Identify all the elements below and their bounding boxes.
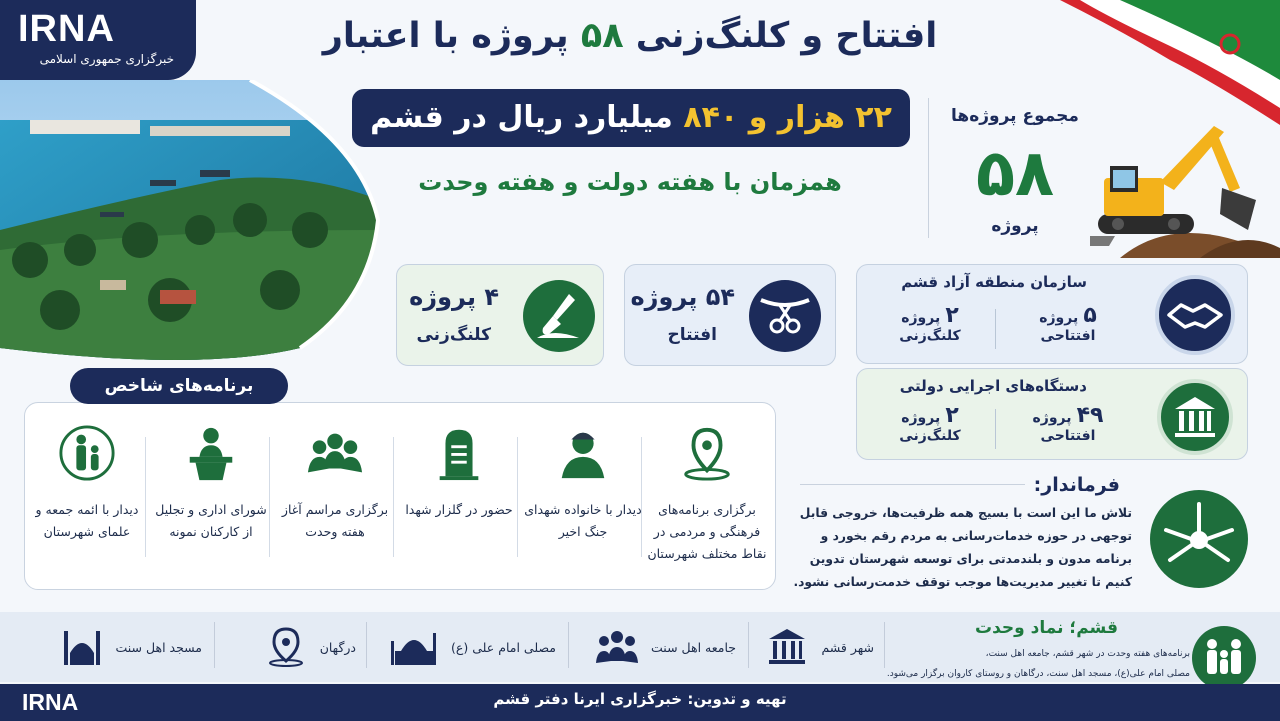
divider: [800, 484, 1025, 485]
total-number: ۵۸: [975, 137, 1055, 211]
program-item: دیدار با خانواده شهدای جنگ اخیر: [521, 417, 645, 543]
free-zone-panel: [856, 264, 1248, 364]
location-pin-icon: [645, 417, 769, 489]
handshake-icon: [1155, 275, 1235, 355]
family-icon: [25, 417, 149, 489]
divider: [568, 622, 569, 668]
budget-number: ۲۲ هزار و ۸۴۰: [683, 100, 892, 135]
government-inauguration: ۴۹ پروژه افتتاحی: [1032, 403, 1104, 444]
budget-suffix: میلیارد ریال در قشم: [370, 100, 673, 135]
family-icon: [1192, 626, 1256, 690]
place-sunni-community: [586, 622, 736, 672]
logo-subtitle: خبرگزاری جمهوری اسلامی: [39, 52, 174, 66]
inauguration-count: ۵۴ پروژه: [630, 283, 735, 311]
governor-quote: تلاش ما این است با بسیج همه ظرفیت‌ها، خروجی قابل توجهی در حوزه خدمات‌رسانی به مردم رقم بخورد و برنامه مدون و بلندمدتی برای توسعه شهرستان تدوین کنیم تا تغییر مدیریت‌ها موجب توقف خدمت‌رسانی نشود.: [793, 506, 1132, 589]
location-pin-icon: [264, 627, 308, 667]
free-zone-inauguration: ۵ پروژه افتتاحی: [1039, 303, 1097, 344]
mosque-dome-icon: [389, 627, 439, 667]
unity-description: [860, 644, 1190, 684]
government-groundbreaking: ۲ پروژه کلنگ‌زنی: [899, 403, 961, 444]
people-group-icon: [273, 417, 397, 489]
person-icon: [521, 417, 645, 489]
government-panel: [856, 368, 1248, 460]
columns-building-icon: [765, 627, 809, 667]
page-title: [300, 16, 960, 56]
divider: [366, 622, 367, 668]
budget-banner: [352, 89, 910, 147]
footer-logo[interactable]: IRNA: [22, 689, 79, 715]
title-suffix: پروژه با اعتبار: [322, 16, 569, 56]
title-prefix: افتتاح و کلنگ‌زنی: [635, 16, 938, 56]
divider: [214, 622, 215, 668]
mosque-icon: [60, 627, 104, 667]
irna-logo[interactable]: [0, 0, 196, 80]
unity-text-line: مصلی امام علی(ع)، مسجد اهل سنت، درگاهان و روستای کاروان برگزار می‌شود.: [886, 669, 1190, 679]
qeshm-coast-photo: [0, 80, 380, 370]
place-label: مصلی امام علی (ع): [451, 639, 556, 655]
unity-text-line: برنامه‌های هفته وحدت در شهر قشم، جامعه اهل سنت،: [985, 649, 1190, 659]
people-group-icon: [595, 627, 639, 667]
page-subtitle: همزمان با هفته دولت و هفته وحدت: [418, 168, 842, 196]
speaker-podium-icon: [149, 417, 273, 489]
government-building-icon: [1157, 379, 1233, 455]
program-item: شورای اداری و تجلیل از کارکنان نمونه: [149, 417, 273, 543]
divider: [928, 98, 929, 238]
programs-title: برنامه‌های شاخص: [70, 368, 288, 404]
title-number: ۵۸: [580, 16, 624, 56]
total-unit: پروژه: [991, 216, 1039, 236]
groundbreaking-count: ۴ پروژه: [409, 283, 499, 311]
place-label: جامعه اهل سنت: [651, 639, 736, 655]
groundbreaking-card: [396, 264, 604, 366]
groundbreaking-label: کلنگ‌زنی: [416, 325, 491, 345]
programs-panel: [24, 402, 776, 590]
government-title: دستگاه‌های اجرایی دولتی: [899, 377, 1087, 395]
program-item: دیدار با ائمه جمعه و علمای شهرستان: [25, 417, 149, 543]
place-dargahan: [256, 622, 356, 672]
place-qeshm-city: [764, 622, 874, 672]
inauguration-card: [624, 264, 836, 366]
place-imam-ali-musalla: [386, 622, 556, 672]
shovel-icon: [523, 280, 595, 352]
inauguration-label: افتتاح: [667, 325, 717, 345]
total-label: مجموع پروژه‌ها: [951, 106, 1079, 126]
free-zone-groundbreaking: ۲ پروژه کلنگ‌زنی: [899, 303, 961, 344]
footer-credit: تهیه و تدوین: خبرگزاری ایرنا دفتر قشم: [493, 690, 787, 708]
logo-brand: IRNA: [18, 8, 115, 50]
program-item: برگزاری مراسم آغاز هفته وحدت: [273, 417, 397, 543]
gravestone-icon: [397, 417, 521, 489]
joined-hands-icon: [1150, 490, 1248, 588]
place-label: شهر قشم: [821, 639, 874, 655]
divider: [748, 622, 749, 668]
excavator-icon: [1090, 118, 1280, 263]
place-label: درگهان: [319, 639, 356, 655]
divider: [995, 409, 996, 449]
program-item: حضور در گلزار شهدا: [397, 417, 521, 521]
governor-label: فرماندار:: [1033, 474, 1120, 496]
place-label: مسجد اهل سنت: [115, 639, 202, 655]
unity-title: قشم؛ نماد وحدت: [974, 618, 1118, 638]
program-item: برگزاری برنامه‌های فرهنگی و مردمی در نقاط مختلف شهرستان: [645, 417, 769, 565]
divider: [995, 309, 996, 349]
ribbon-scissors-icon: [749, 280, 821, 352]
place-sunni-mosque: [52, 622, 202, 672]
free-zone-title: سازمان منطقه آزاد قشم: [901, 273, 1087, 291]
